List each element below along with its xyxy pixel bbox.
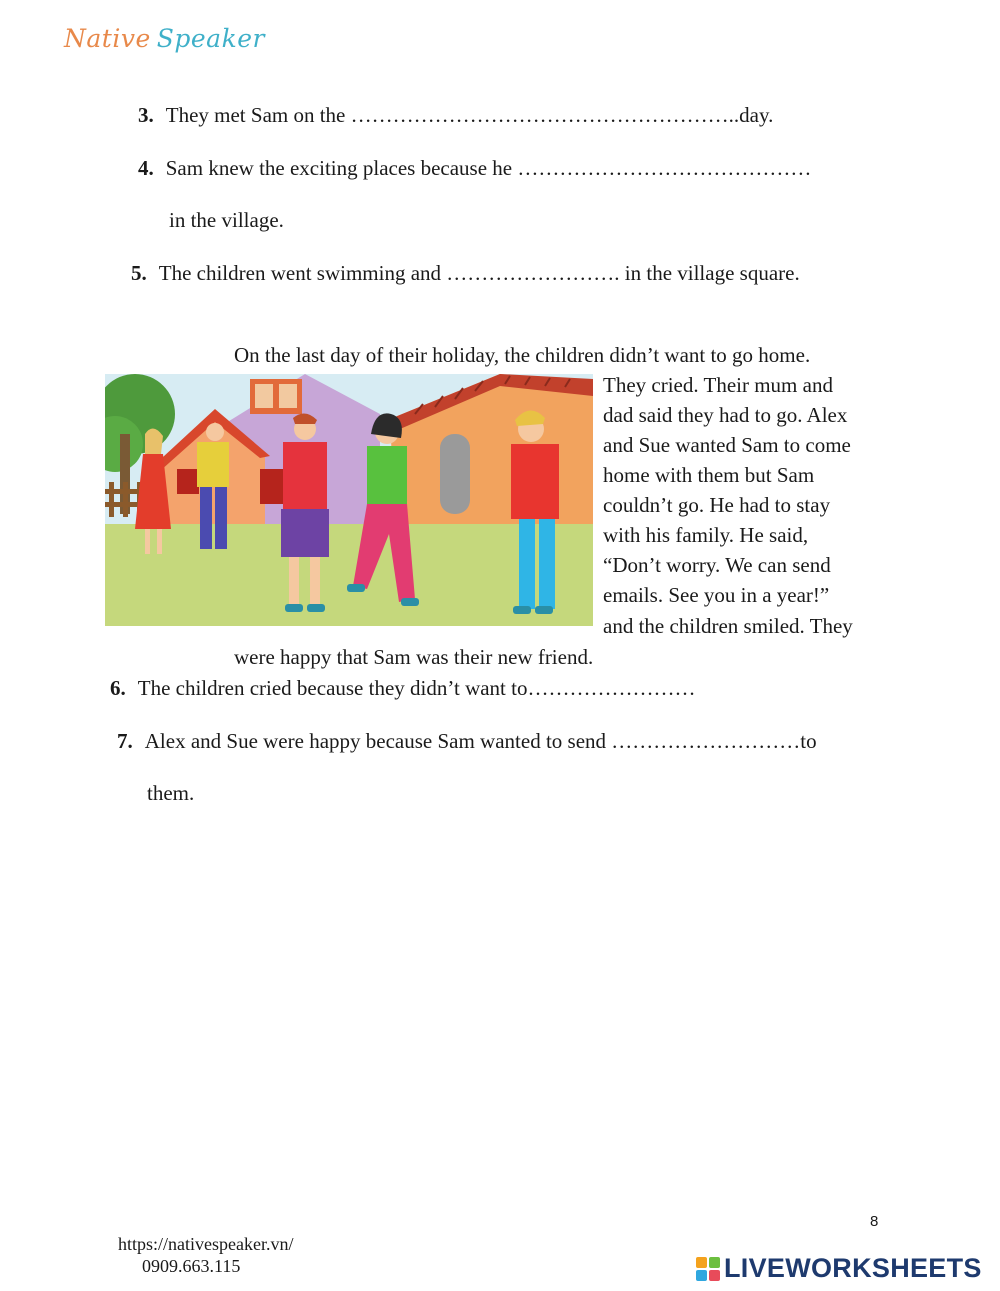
passage-line: home with them but Sam bbox=[603, 463, 815, 487]
question-text[interactable]: Alex and Sue were happy because Sam wanted to send ………………………to bbox=[144, 729, 817, 753]
passage-line: They cried. Their mum and bbox=[603, 373, 833, 397]
liveworksheets-wordmark: LIVEWORKSHEETS bbox=[724, 1253, 982, 1283]
story-illustration bbox=[105, 374, 593, 626]
question-number: 4. bbox=[138, 156, 154, 180]
page-number: 8 bbox=[870, 1213, 879, 1230]
question-number: 3. bbox=[138, 103, 154, 127]
question-number: 5. bbox=[131, 261, 147, 285]
footer-phone: 0909.663.115 bbox=[142, 1256, 241, 1276]
native-speaker-logo bbox=[64, 24, 265, 53]
liveworksheets-mark-icon bbox=[696, 1257, 720, 1281]
passage-line: On the last day of their holiday, the children didn’t want to go home. bbox=[234, 343, 811, 367]
passage-line: couldn’t go. He had to stay bbox=[603, 493, 831, 517]
passage-line: emails. See you in a year!” bbox=[603, 583, 830, 607]
passage-line: were happy that Sam was their new friend. bbox=[234, 645, 594, 669]
question-text: They met Sam on the ………………………………………………..day. bbox=[165, 103, 774, 127]
question-7-continuation: them. bbox=[147, 781, 195, 805]
question-number: 7. bbox=[117, 729, 133, 753]
liveworksheets-logo bbox=[696, 1253, 982, 1284]
logo-word-speaker: Speaker bbox=[156, 24, 265, 53]
question-6 bbox=[110, 676, 695, 701]
passage-line: dad said they had to go. Alex bbox=[603, 403, 848, 427]
question-text: The children went swimming and ……………………. in the village square. bbox=[158, 261, 800, 285]
passage-line: and the children smiled. They bbox=[603, 614, 853, 638]
passage-line: “Don’t worry. We can send bbox=[603, 553, 831, 577]
passage-line: with his family. He said, bbox=[603, 523, 809, 547]
question-number: 6. bbox=[110, 676, 126, 700]
logo-word-native: Native bbox=[64, 24, 151, 53]
question-text[interactable]: The children cried because they didn’t want to…………………… bbox=[137, 676, 696, 700]
question-5 bbox=[131, 261, 800, 286]
question-3 bbox=[138, 103, 773, 128]
footer-url[interactable]: https://nativespeaker.vn/ bbox=[118, 1234, 294, 1254]
question-text: Sam knew the exciting places because he …………………………………… bbox=[165, 156, 812, 180]
passage-line: and Sue wanted Sam to come bbox=[603, 433, 851, 457]
question-7 bbox=[117, 729, 817, 754]
question-4-continuation: in the village. bbox=[169, 208, 284, 232]
question-4 bbox=[138, 156, 811, 181]
